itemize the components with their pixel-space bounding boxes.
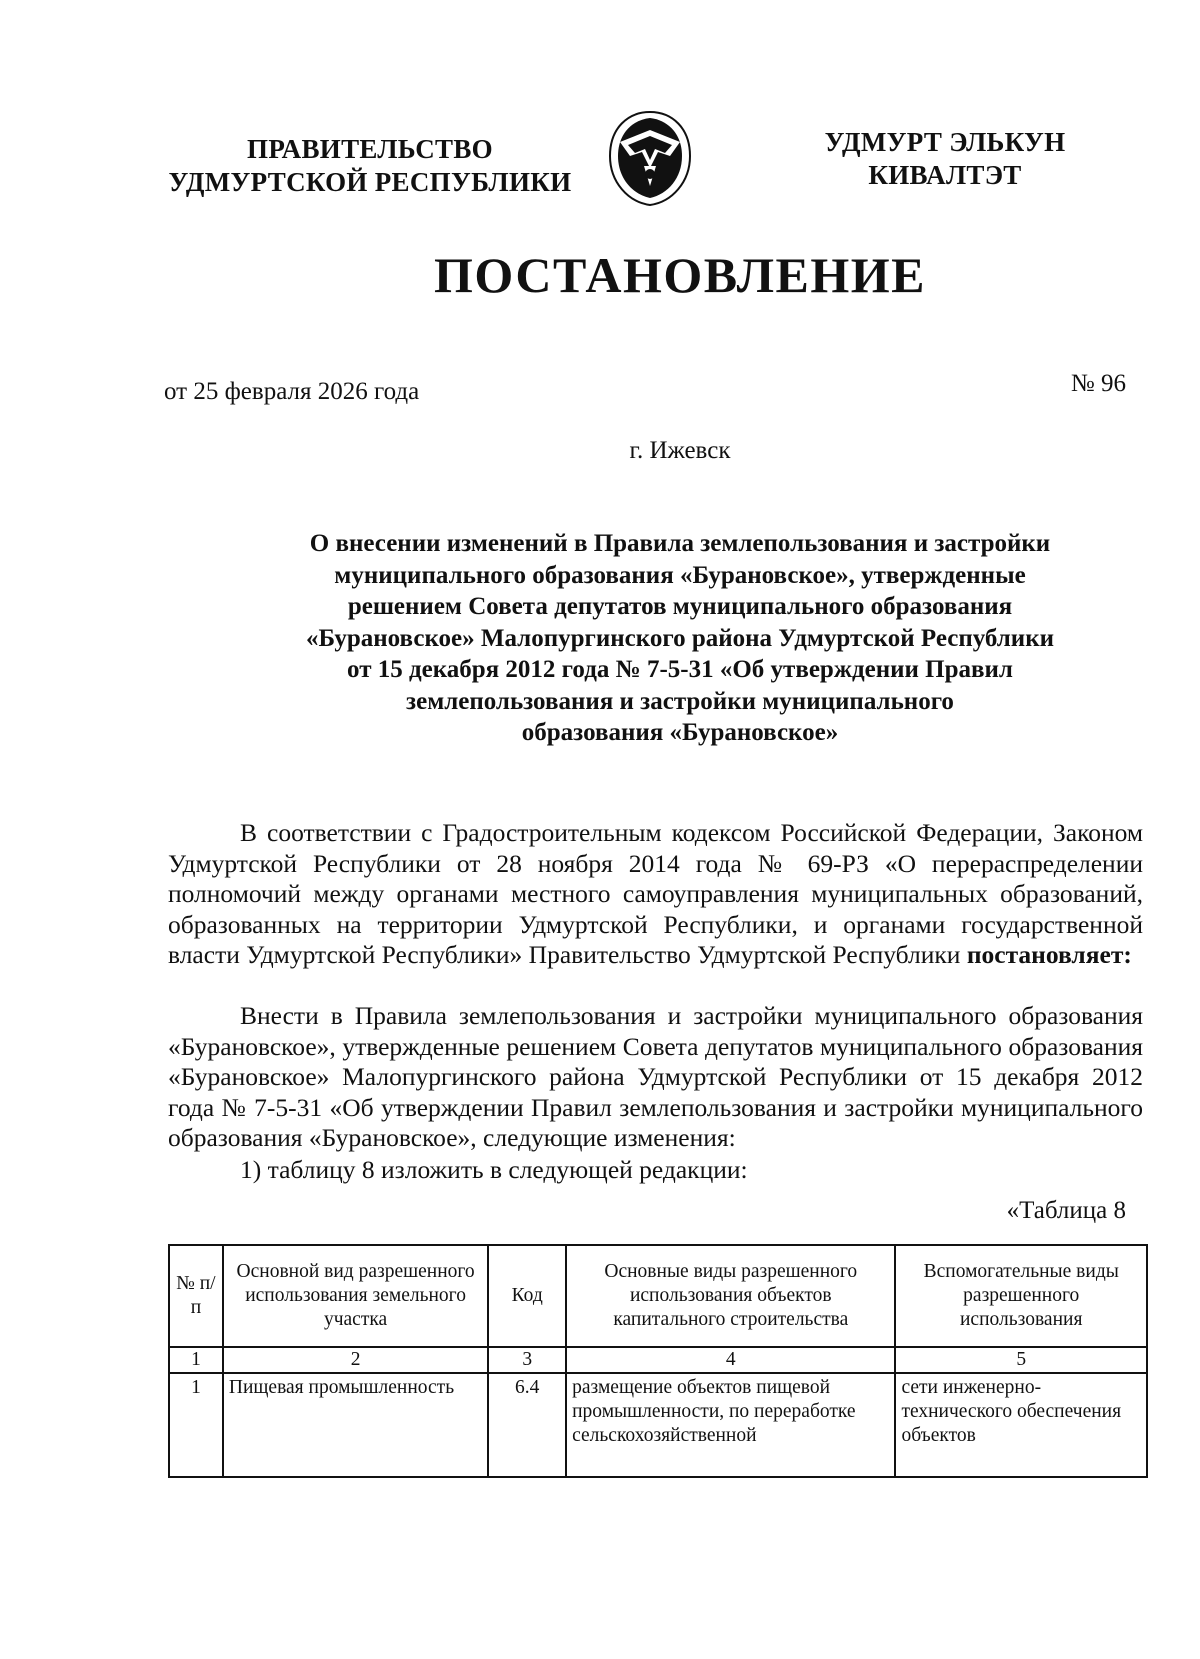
header-cell-capital-use: Основные виды разрешенного использования объектов капитального строительства [566,1245,895,1347]
subject-line: муниципального образования «Бурановское», утвержденные [334,561,1026,589]
column-number-row [169,1347,1147,1373]
row-code: 6.4 [488,1373,566,1477]
header-left-line-1: ПРАВИТЕЛЬСТВО [247,134,493,164]
table-caption: «Таблица 8 [1006,1197,1126,1224]
column-number: 2 [223,1347,488,1373]
subject-line: от 15 декабря 2012 года № 7-5-31 «Об утверждении Правил [347,656,1013,683]
subject-line: решением Совета депутатов муниципального образования [347,593,1013,620]
preamble-paragraph [168,818,1143,971]
subject-line: О внесении изменений в Правила землепользования и застройки [309,530,1051,557]
document-number: № 96 [1070,370,1126,397]
header-right-line-1: УДМУРТ ЭЛЬКУН [824,127,1066,157]
subject-line: образования «Бурановское» [521,719,839,746]
column-number: 5 [895,1347,1147,1373]
government-name-russian [150,133,590,199]
document-date: от 25 февраля 2026 года [164,378,420,405]
header-cell-number: № п/п [169,1245,223,1347]
table-row [169,1373,1147,1477]
header-cell-code: Код [488,1245,566,1347]
udmurt-coat-of-arms-icon [602,108,698,208]
column-number: 4 [566,1347,895,1373]
amendment-item-1: 1) таблицу 8 изложить в следующей редакции: [240,1155,748,1184]
table-header-row [169,1245,1147,1347]
amendment-paragraph: Внести в Правила землепользования и застройки муниципального образования «Бурановское», утвержденные решением Совета депутатов муниципального образования «Бурановское» Малопургинского района Удмуртской Республики от 15 декабря 2012 года № 7-5-31 «Об утверждении Правил землепользования и застройки муниципального образования «Бурановское», следующие изменения: [168,1001,1143,1152]
row-main-use: Пищевая промышленность [223,1373,488,1477]
column-number: 1 [169,1347,223,1373]
preamble-text: В соответствии с Градостроительным кодексом Российской Федерации, Законом Удмуртской Республики от 28 ноября 2014 года № 69-РЗ «О перераспределении полномочий между органами местного самоуправления муниципальных образований, образованных на территории Удмуртской Республики, и органами государственной власти Удмуртской Республики» Правительство Удмуртской Республики [168,818,1143,969]
row-number: 1 [169,1373,223,1477]
row-capital-use: размещение объектов пищевой промышленности, по переработке сельскохозяйственной [566,1373,895,1477]
document-subject [210,528,1150,749]
resolves-keyword: постановляет: [966,940,1132,969]
header-cell-main-use: Основной вид разрешенного использования земельного участка [223,1245,488,1347]
row-aux-use: сети инженерно-технического обеспечения объектов [895,1373,1147,1477]
land-use-table [168,1244,1148,1478]
subject-line: «Бурановское» Малопургинского района Удмуртской Республики [305,624,1055,652]
government-name-udmurt [800,126,1090,192]
document-title: ПОСТАНОВЛЕНИЕ [434,247,926,303]
subject-line: землепользования и застройки муниципального [406,687,954,715]
header-right-line-2: КИВАЛТЭТ [868,160,1022,190]
column-number: 3 [488,1347,566,1373]
header-cell-aux-use: Вспомогательные виды разрешенного использования [895,1245,1147,1347]
document-city: г. Ижевск [629,437,731,464]
header-left-line-2: УДМУРТСКОЙ РЕСПУБЛИКИ [168,167,572,197]
